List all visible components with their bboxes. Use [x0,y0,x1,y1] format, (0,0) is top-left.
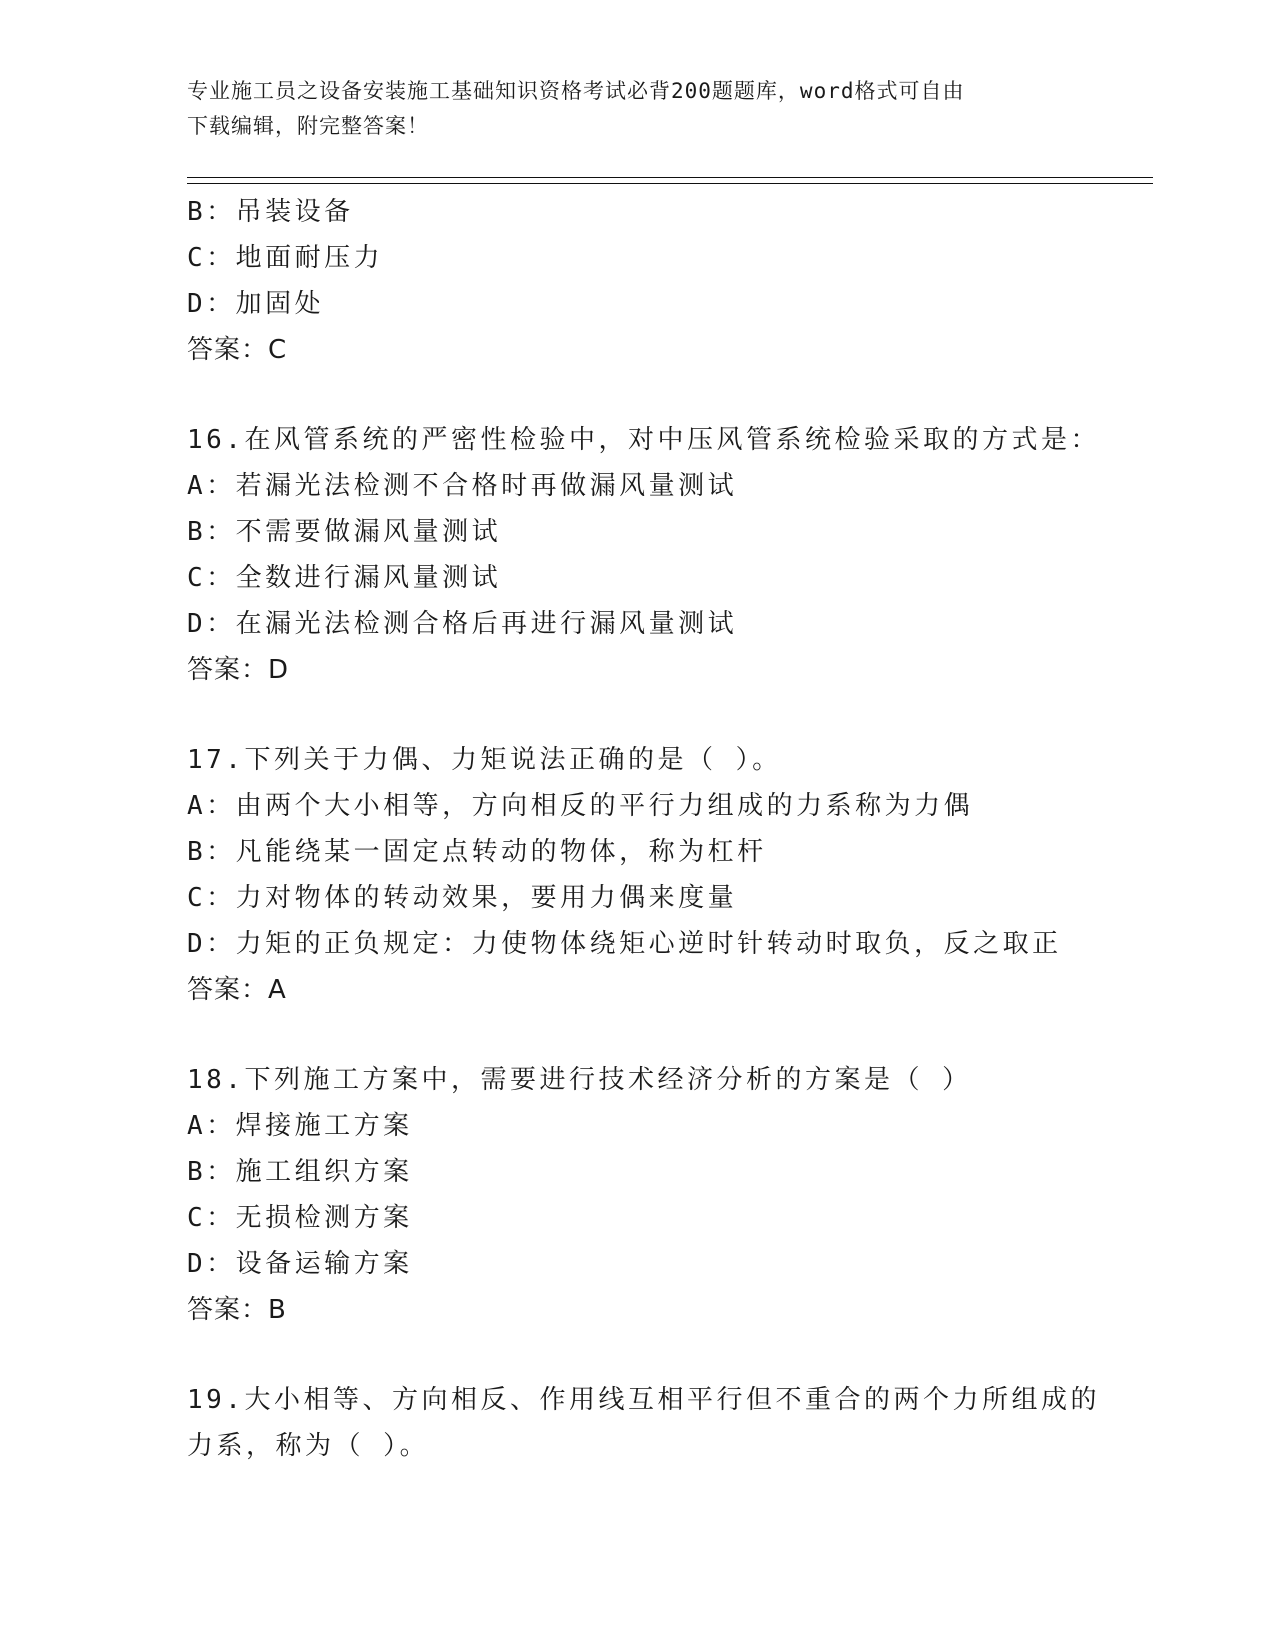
question-18 [187,1057,1087,1333]
option-a: A：焊接施工方案 [187,1111,413,1141]
question-gap [187,373,1087,417]
answer-line: 答案：C [187,335,288,365]
option-d: D：力矩的正负规定：力使物体绕矩心逆时针转动时取负，反之取正 [187,929,1062,959]
option-c: C：无损检测方案 [187,1203,413,1233]
question-stem: 16.在风管系统的严密性检验中，对中压风管系统检验采取的方式是： [187,425,1100,455]
question-19 [187,1377,1100,1469]
question-stem: 18.下列施工方案中，需要进行技术经济分析的方案是（ ） [187,1065,972,1095]
option-b: B：吊装设备 [187,197,354,227]
option-d: D：加固处 [187,289,325,319]
option-b: B：施工组织方案 [187,1157,413,1187]
answer-line: 答案：B [187,1295,287,1325]
header-line-2: 下载编辑，附完整答案！ [187,114,429,138]
header-line-1: 专业施工员之设备安装施工基础知识资格考试必背200题题库，word格式可自由 [187,79,965,103]
option-a: A：若漏光法检测不合格时再做漏风量测试 [187,471,738,501]
question-16 [187,417,1100,693]
option-a: A：由两个大小相等，方向相反的平行力组成的力系称为力偶 [187,791,974,821]
option-c: C：力对物体的转动效果，要用力偶来度量 [187,883,738,913]
question-gap [187,1013,1087,1057]
question-content [187,189,1100,1469]
option-c: C：地面耐压力 [187,243,384,273]
question-gap [187,1333,1087,1377]
header-divider-bottom [187,183,1153,184]
option-d: D：设备运输方案 [187,1249,413,1279]
option-b: B：凡能绕某一固定点转动的物体，称为杠杆 [187,837,767,867]
option-b: B：不需要做漏风量测试 [187,517,502,547]
question-stem-line-2: 力系，称为（ ）。 [187,1431,430,1461]
answer-line: 答案：A [187,975,287,1005]
question-stem: 17.下列关于力偶、力矩说法正确的是（ ）。 [187,745,782,775]
question-15 [187,189,1087,373]
question-gap [187,693,1087,737]
question-17 [187,737,1087,1013]
question-stem-line-1: 19.大小相等、方向相反、作用线互相平行但不重合的两个力所组成的 [187,1385,1100,1415]
header-divider-top [187,177,1153,178]
document-header [187,74,1067,144]
option-c: C：全数进行漏风量测试 [187,563,502,593]
answer-line: 答案：D [187,655,290,685]
option-d: D：在漏光法检测合格后再进行漏风量测试 [187,609,738,639]
